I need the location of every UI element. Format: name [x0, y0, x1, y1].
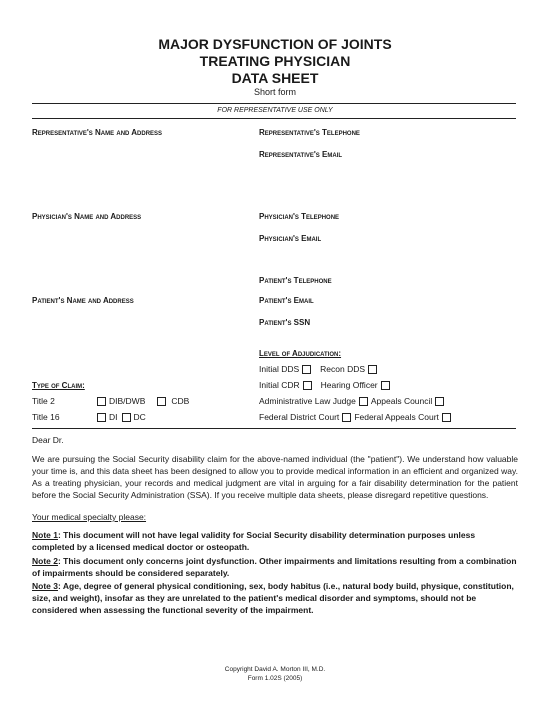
note-3-label: Note 3: [32, 581, 58, 591]
note-1-label: Note 1: [32, 530, 58, 540]
note-2: [32, 555, 518, 579]
initial-dds-label: Initial DDS: [259, 364, 300, 374]
adjudication-row-1: [259, 364, 380, 374]
di-checkbox[interactable]: [97, 413, 106, 422]
initial-dds-checkbox[interactable]: [302, 365, 311, 374]
note-3: [32, 580, 518, 616]
rep-use-only-note: FOR REPRESENTATIVE USE ONLY: [217, 107, 333, 114]
dc-checkbox[interactable]: [122, 413, 131, 422]
form-subtitle: Short form: [253, 87, 296, 97]
initial-cdr-checkbox[interactable]: [303, 381, 312, 390]
note-2-label: Note 2: [32, 556, 58, 566]
recon-dds-label: Recon DDS: [320, 364, 366, 374]
alj-checkbox[interactable]: [359, 397, 368, 406]
federal-appeals-label: Federal Appeals Court: [354, 412, 439, 422]
title16-row: [32, 412, 146, 422]
cdb-checkbox[interactable]: [157, 397, 166, 406]
adjudication-row-4: [259, 412, 454, 422]
physician-email-label: Physician's Email: [259, 234, 322, 243]
claim-type-heading: Type of Claim:: [32, 381, 85, 390]
note-3-text: : Age, degree of general physical conditioning, sex, body habitus (i.e., natural body build, physique, constitution, size, and weight), insofar as they are unrelated to the patient's medical disorder and symptoms, should not be considered when assessing the functional severity of the impairment.: [32, 581, 514, 615]
patient-name-address-label: Patient's Name and Address: [32, 296, 134, 305]
title2-label: Title 2: [32, 396, 55, 406]
federal-district-label: Federal District Court: [259, 412, 340, 422]
note-1-text: : This document will not have legal validity for Social Security disability determination purposes unless completed by a licensed medical doctor or osteopath.: [32, 530, 476, 552]
rep-use-divider: [32, 118, 516, 119]
dc-label: DC: [133, 412, 146, 422]
dib-dwb-checkbox[interactable]: [97, 397, 106, 406]
title2-row: [32, 396, 189, 406]
rep-email-label: Representative's Email: [259, 150, 343, 159]
patient-ssn-label: Patient's SSN: [259, 318, 311, 327]
note-2-text: : This document only concerns joint dysfunction. Other impairments and limitations resulting from a combination of impairments should be considered separately.: [32, 556, 517, 578]
form-title-line1: MAJOR DYSFUNCTION OF JOINTS: [158, 36, 392, 52]
title16-label: Title 16: [32, 412, 60, 422]
rep-telephone-label: Representative's Telephone: [259, 128, 360, 137]
copyright-text: Copyright David A. Morton III, M.D.: [224, 666, 326, 673]
physician-name-address-label: Physician's Name and Address: [32, 212, 142, 221]
initial-cdr-label: Initial CDR: [259, 380, 300, 390]
header-divider: [32, 103, 516, 104]
di-label: DI: [109, 412, 118, 422]
section-divider: [32, 428, 516, 429]
recon-dds-checkbox[interactable]: [368, 365, 377, 374]
appeals-council-label: Appeals Council: [370, 396, 433, 406]
federal-district-checkbox[interactable]: [342, 413, 351, 422]
specialty-prompt: Your medical specialty please:: [32, 512, 147, 522]
form-number: Form 1.02S (2005): [247, 675, 303, 682]
hearing-officer-label: Hearing Officer: [320, 380, 378, 390]
form-title-line2: TREATING PHYSICIAN: [199, 53, 351, 69]
salutation: Dear Dr.: [32, 435, 64, 445]
note-1: [32, 529, 518, 553]
patient-email-label: Patient's Email: [259, 296, 314, 305]
federal-appeals-checkbox[interactable]: [442, 413, 451, 422]
patient-telephone-label: Patient's Telephone: [259, 276, 332, 285]
letter-body: We are pursuing the Social Security disability claim for the above-named individual (the "patient"). We understand how valuable your time is, and this data sheet has been designed to allow you to provide medical information in an efficient and organized way. As a treating physician, your records and medical judgment are vital in arguing for a fair disability determination for the patient before the Social Security Administration (SSA). If you receive multiple data sheets, please disregard repetitive questions.: [32, 454, 518, 500]
physician-telephone-label: Physician's Telephone: [259, 212, 340, 221]
appeals-council-checkbox[interactable]: [435, 397, 444, 406]
cdb-label: CDB: [171, 396, 190, 406]
rep-name-address-label: Representative's Name and Address: [32, 128, 163, 137]
adjudication-heading: Level of Adjudication:: [259, 349, 342, 358]
alj-label: Administrative Law Judge: [259, 396, 356, 406]
dib-dwb-label: DIB/DWB: [109, 396, 146, 406]
adjudication-row-3: [259, 396, 447, 406]
form-title-line3: DATA SHEET: [231, 70, 319, 86]
hearing-officer-checkbox[interactable]: [381, 381, 390, 390]
adjudication-row-2: [259, 380, 393, 390]
